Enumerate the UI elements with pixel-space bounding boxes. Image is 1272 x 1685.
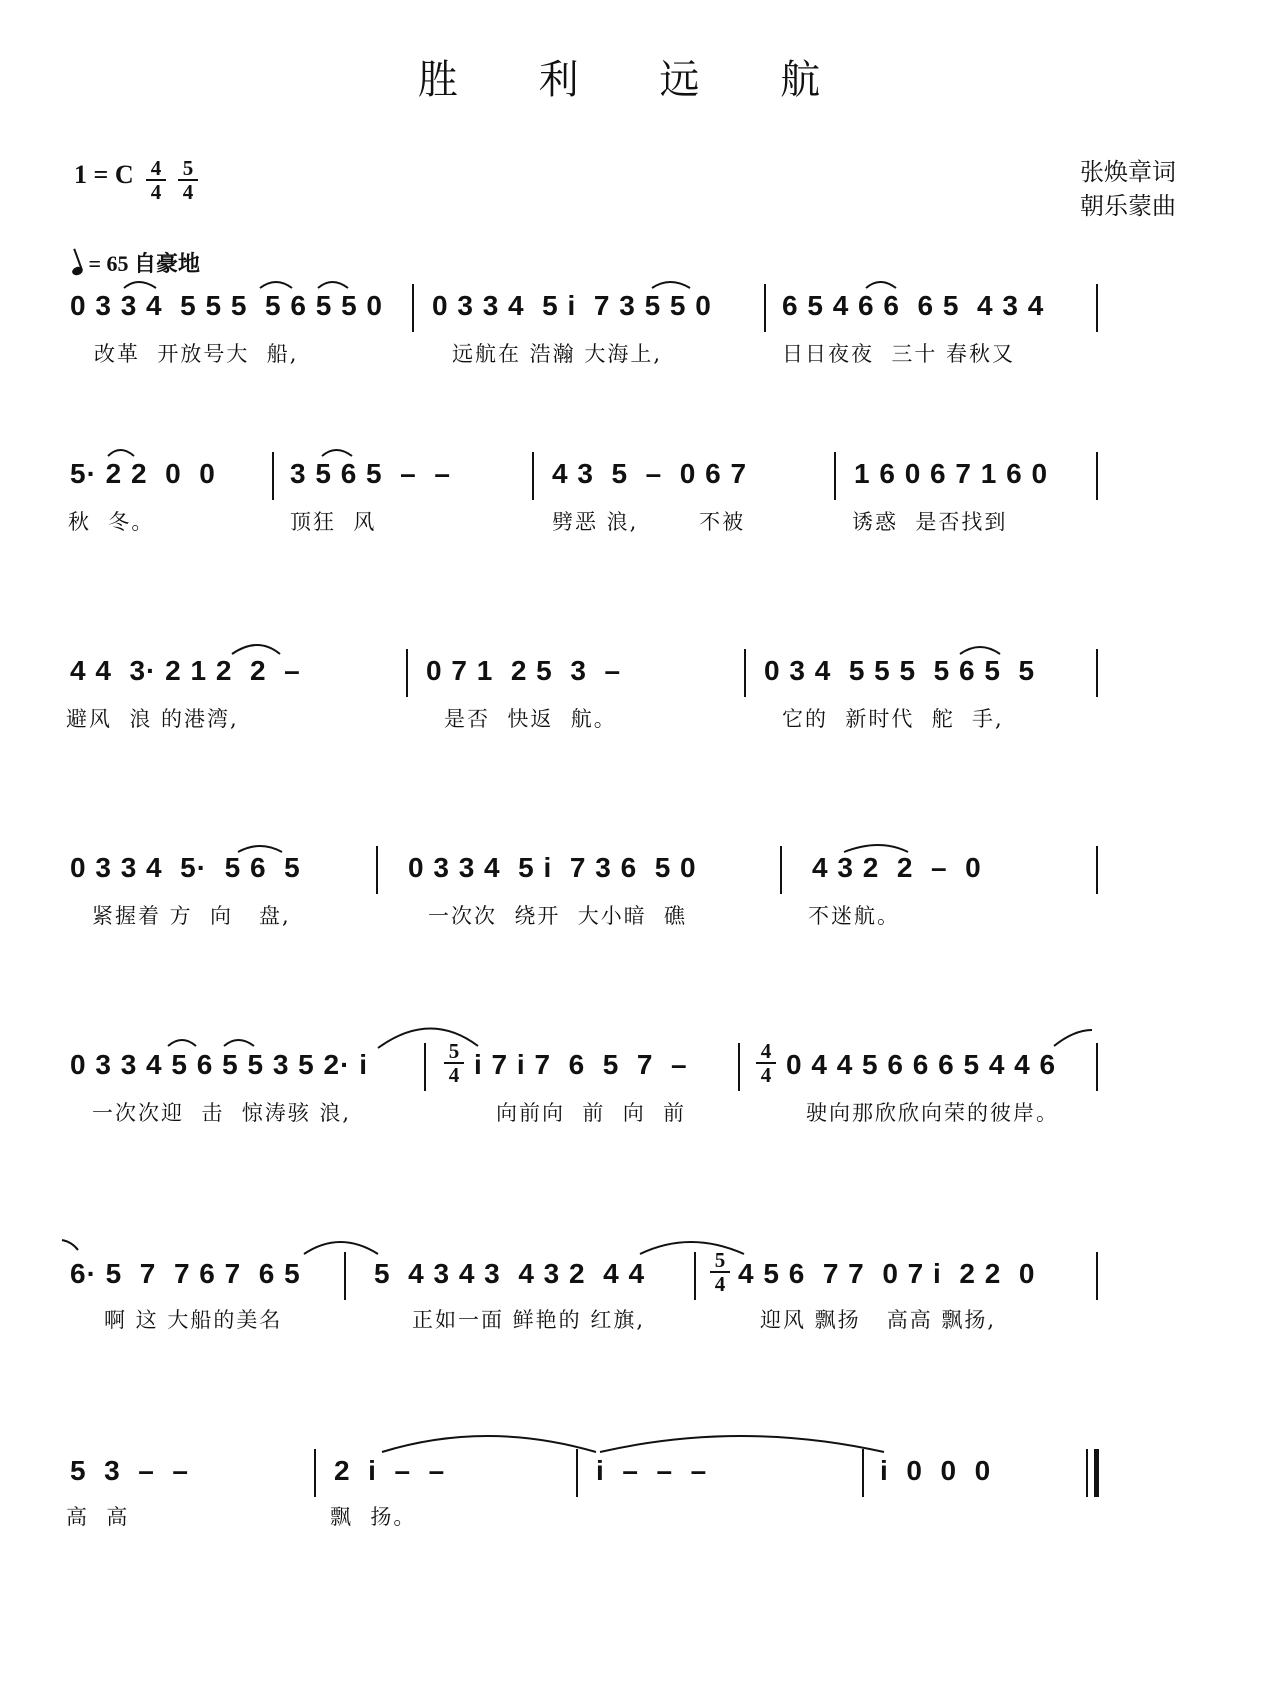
measure-notes: 5· 2 2 0 0 [70,458,216,489]
measure-lyrics: 正如一面 鲜艳的 红旗, [412,1308,646,1332]
measure-lyrics: 迎风 飘扬 高高 飘扬, [760,1308,997,1332]
measure-notes: 0 3 3 4 5 i 7 3 6 5 0 [408,852,697,883]
barline [862,1449,864,1497]
composer-credit: 朝乐蒙曲 [1080,192,1176,220]
score-row-5 [0,1039,1272,1159]
measure-lyrics: 顶狂 风 [290,510,377,534]
slur [382,1436,596,1452]
measure-notes: 0 3 3 4 5 i 7 3 5 5 0 [432,290,712,321]
slur [652,282,690,288]
measure-lyrics: 诱惑 是否找到 [852,510,1008,534]
ts-bottom: 4 [150,180,162,204]
score-row-7 [0,1455,1272,1565]
slur [124,282,156,288]
tempo-text: = 65 自豪地 [88,251,201,276]
measure-notes: 5 3 – – [70,1455,189,1486]
barline [406,649,408,697]
ts-bottom: 4 [182,180,194,204]
measure-notes: 2 i – – [334,1455,446,1486]
measure-lyrics: 秋 冬。 [68,510,155,534]
measure-lyrics: 一次次迎 击 惊涛骇 浪, [92,1101,352,1125]
score-row-6 [0,1248,1272,1368]
measure-lyrics: 改革 开放号大 船, [94,342,299,366]
measure-lyrics: 日日夜夜 三十 春秋又 [782,342,1016,366]
song-title: 胜 利 远 航 [417,57,855,103]
measure-notes: 0 3 3 4 5 5 5 5 6 5 5 0 [70,290,383,321]
slur [866,282,896,288]
slur [960,647,1000,654]
lyricist-credit: 张焕章词 [1080,158,1176,186]
measure-lyrics: 避风 浪 的港湾, [66,707,239,731]
barline [1096,452,1098,500]
slur [1054,1030,1092,1046]
ts-top: 4 [150,156,162,180]
measure-notes: 4 3 5 – 0 6 7 [552,458,748,489]
tempo-marking [72,247,200,278]
barline [314,1449,316,1497]
time-signature-4-4 [146,158,166,202]
slur [322,450,352,456]
barline [412,284,414,332]
measure-notes: 0 3 3 4 5· 5 6 5 [70,852,301,883]
measure-notes: 0 7 1 2 5 3 – [426,655,622,686]
barline [424,1043,426,1091]
key-signature: 1 = C [74,160,134,189]
barline [694,1252,696,1300]
score-row-1 [0,290,1272,400]
measure-lyrics: 啊 这 大船的美名 [104,1308,283,1332]
measure-lyrics: 向前向 前 向 前 [496,1101,687,1125]
barline [576,1449,578,1497]
barline [376,846,378,894]
measure-lyrics: 一次次 绕开 大小暗 礁 [428,904,688,928]
measure-notes: 4 5 6 7 7 0 7 i 2 2 0 [738,1258,1036,1289]
measure-notes: 4 3 2 2 – 0 [812,852,982,883]
measure-lyrics: 飘 扬。 [330,1505,417,1529]
measure-notes: 6 5 4 6 6 6 5 4 3 4 [782,290,1045,321]
measure-notes: i – – – [596,1455,708,1486]
measure-lyrics: 远航在 浩瀚 大海上, [452,342,663,366]
barline [344,1252,346,1300]
barline [1096,1043,1098,1091]
measure-notes: 3 5 6 5 – – [290,458,451,489]
slur [600,1436,884,1452]
barline [834,452,836,500]
barline [738,1043,740,1091]
slur [318,282,348,288]
time-signature-change: 5 4 [444,1041,464,1085]
score-row-4 [0,852,1272,962]
quarter-note-icon [71,265,84,276]
measure-notes: 6· 5 7 7 6 7 6 5 [70,1258,301,1289]
measure-lyrics: 高 高 [66,1505,130,1529]
measure-notes: 1 6 0 6 7 1 6 0 [854,458,1049,489]
measure-lyrics: 劈恶 浪, 不被 [552,510,746,534]
slur [844,845,908,852]
time-signature-change: 5 4 [710,1250,730,1294]
measure-notes: 0 3 4 5 5 5 5 6 5 5 [764,655,1036,686]
barline [764,284,766,332]
measure-notes: i 7 i 7 6 5 7 – [474,1049,688,1080]
measure-lyrics: 它的 新时代 舵 手, [782,707,1004,731]
measure-notes: 5 4 3 4 3 4 3 2 4 4 [374,1258,646,1289]
measure-lyrics: 驶向那欣欣向荣的彼岸。 [806,1101,1059,1125]
measure-lyrics: 是否 快返 航。 [444,707,617,731]
barline [1096,284,1098,332]
measure-lyrics: 不迷航。 [808,904,900,928]
barline [1096,649,1098,697]
time-signature-change: 4 4 [756,1041,776,1085]
slur [168,1040,196,1046]
slur [304,1242,378,1254]
slur [260,282,292,288]
measure-notes: 4 4 3· 2 1 2 2 – [70,655,301,686]
final-barline-thick [1094,1449,1099,1497]
measure-lyrics: 紧握着 方 向 盘, [92,904,291,928]
time-signature-5-4 [178,158,198,202]
slur [232,645,280,654]
barline [744,649,746,697]
final-barline-thin [1086,1449,1088,1497]
measure-notes: 0 4 4 5 6 6 6 5 4 4 6 [786,1049,1057,1080]
barline [272,452,274,500]
slur [62,1240,78,1250]
barline [1096,846,1098,894]
barline [1096,1252,1098,1300]
ts-top: 5 [182,156,194,180]
score-row-2 [0,458,1272,568]
score-row-3 [0,655,1272,765]
slur [224,1040,254,1046]
measure-notes: i 0 0 0 [880,1455,992,1486]
barline [780,846,782,894]
measure-notes: 0 3 3 4 5 6 5 5 3 5 2· i [70,1049,368,1080]
barline [532,452,534,500]
slur [108,450,134,456]
